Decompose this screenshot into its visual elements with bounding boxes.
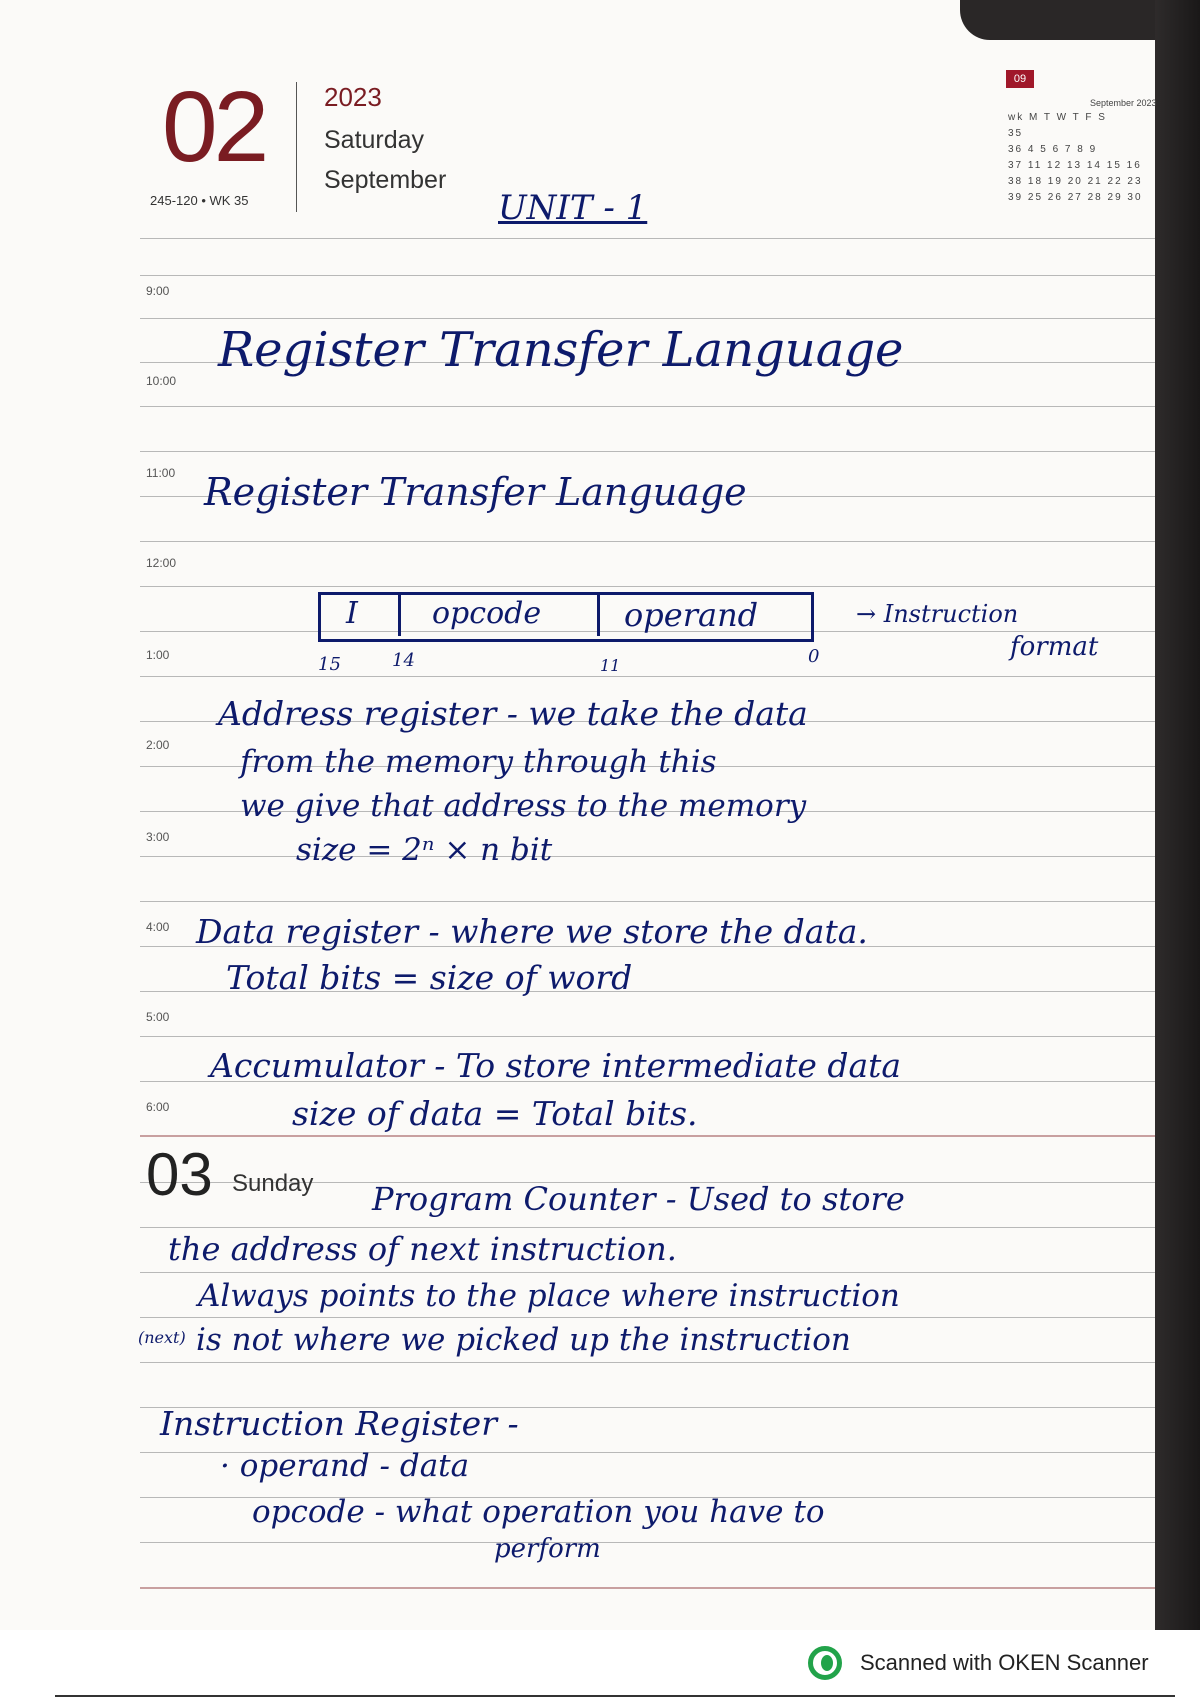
note-line: Program Counter - Used to store bbox=[372, 1180, 905, 1218]
instr-i: I bbox=[346, 596, 358, 631]
note-line: Address register - we take the data bbox=[218, 694, 808, 733]
month: September bbox=[324, 166, 447, 194]
header-divider bbox=[296, 82, 297, 212]
ruled-line bbox=[140, 1362, 1155, 1363]
note-line: we give that address to the memory bbox=[240, 788, 807, 824]
weekday: Saturday bbox=[324, 126, 425, 154]
instr-arrow-label: → Instruction bbox=[856, 600, 1019, 628]
margin-note: (next) bbox=[138, 1328, 186, 1347]
instr-opcode: opcode bbox=[432, 596, 542, 631]
bottom-divider bbox=[55, 1695, 1175, 1697]
page-shadow-right bbox=[1155, 0, 1200, 1630]
time-label: 3:00 bbox=[146, 830, 170, 844]
note-line: is not where we picked up the instruction bbox=[196, 1322, 851, 1358]
ruled-line bbox=[140, 586, 1155, 587]
ruled-line bbox=[140, 1317, 1155, 1318]
note-line: Instruction Register - bbox=[160, 1404, 519, 1443]
bit-15: 15 bbox=[318, 654, 341, 675]
calendar-row: 35 bbox=[1008, 128, 1024, 139]
page-bottom-line bbox=[140, 1587, 1155, 1589]
time-label: 12:00 bbox=[146, 556, 177, 570]
day-separator bbox=[140, 1135, 1155, 1137]
time-label: 5:00 bbox=[146, 1010, 170, 1024]
ruled-line bbox=[140, 238, 1155, 239]
note-line: opcode - what operation you have to bbox=[252, 1494, 825, 1530]
instruction-opcode-divider bbox=[597, 592, 600, 636]
time-label: 1:00 bbox=[146, 648, 170, 662]
time-label: 9:00 bbox=[146, 284, 170, 298]
note-line: size = 2ⁿ × n bit bbox=[296, 832, 553, 868]
mini-calendar bbox=[1000, 60, 1160, 260]
bit-11: 11 bbox=[600, 656, 621, 675]
ruled-line bbox=[140, 676, 1155, 677]
ruled-line bbox=[140, 1036, 1155, 1037]
note-line: from the memory through this bbox=[240, 744, 717, 780]
ruled-line bbox=[140, 1227, 1155, 1228]
time-label: 2:00 bbox=[146, 738, 170, 752]
note-line: · operand - data bbox=[220, 1448, 470, 1484]
calendar-row: 37 11 12 13 14 15 16 bbox=[1008, 160, 1142, 171]
bit-14: 14 bbox=[392, 650, 415, 671]
note-line: Total bits = size of word bbox=[226, 958, 633, 997]
time-label: 6:00 bbox=[146, 1100, 170, 1114]
calendar-badge: 09 bbox=[1006, 70, 1034, 88]
ruled-line bbox=[140, 275, 1155, 276]
unit-heading: UNIT - 1 bbox=[498, 188, 648, 228]
instr-format-label: format bbox=[1010, 632, 1099, 662]
time-label: 4:00 bbox=[146, 920, 170, 934]
bit-0: 0 bbox=[808, 646, 820, 667]
day-number: 02 bbox=[162, 71, 266, 183]
note-title: Register Transfer Language bbox=[218, 322, 904, 378]
ruled-line bbox=[140, 406, 1155, 407]
diary-code: 245-120 • WK 35 bbox=[150, 193, 249, 208]
calendar-head: wk M T W T F S bbox=[1008, 112, 1107, 123]
scanner-watermark: Scanned with OKEN Scanner bbox=[860, 1650, 1149, 1675]
note-line: Always points to the place where instruction bbox=[198, 1278, 900, 1314]
ruled-line bbox=[140, 541, 1155, 542]
note-line: perform bbox=[494, 1534, 601, 1564]
calendar-row: 36 4 5 6 7 8 9 bbox=[1008, 144, 1098, 155]
ruled-line bbox=[140, 1542, 1155, 1543]
instruction-i-divider bbox=[398, 592, 401, 636]
year: 2023 bbox=[324, 82, 382, 112]
note-subtitle: Register Transfer Language bbox=[204, 470, 747, 514]
ruled-line bbox=[140, 856, 1155, 857]
note-line: size of data = Total bits. bbox=[292, 1094, 698, 1133]
note-line: the address of next instruction. bbox=[168, 1230, 677, 1268]
scanner-logo-icon bbox=[808, 1646, 842, 1680]
ruled-line bbox=[140, 1272, 1155, 1273]
second-day-weekday: Sunday bbox=[232, 1170, 314, 1197]
ruled-line bbox=[140, 901, 1155, 902]
calendar-row: 39 25 26 27 28 29 30 bbox=[1008, 192, 1143, 203]
second-day-number: 03 bbox=[146, 1141, 213, 1208]
ruled-line bbox=[140, 318, 1155, 319]
calendar-month: September 2023 bbox=[1090, 98, 1157, 108]
note-line: Accumulator - To store intermediate data bbox=[210, 1046, 902, 1085]
instr-operand: operand bbox=[624, 596, 759, 634]
time-label: 11:00 bbox=[146, 466, 176, 480]
calendar-row: 38 18 19 20 21 22 23 bbox=[1008, 176, 1143, 187]
ruled-line bbox=[140, 451, 1155, 452]
note-line: Data register - where we store the data. bbox=[196, 912, 868, 951]
time-label: 10:00 bbox=[146, 374, 177, 388]
